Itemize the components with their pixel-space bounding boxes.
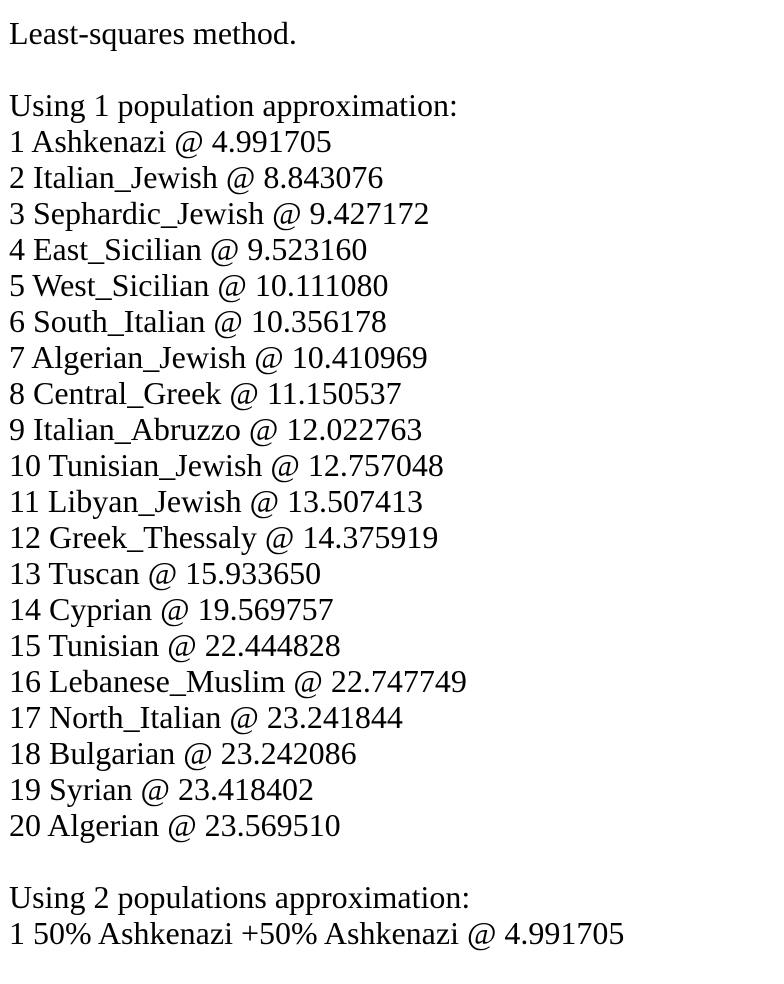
population-mix: 50% Ashkenazi +50% Ashkenazi [33,915,459,951]
page-title: Least-squares method. [9,15,297,51]
oracle-row [9,195,776,231]
oracle-row [9,591,776,627]
spacer [9,843,776,879]
population-name: Greek_Thessaly [49,519,257,555]
at-separator: @ [225,159,256,195]
rank-number: 8 [9,375,25,411]
oracle-row [9,231,776,267]
at-separator: @ [254,339,284,375]
distance-value: 9.523160 [247,231,368,267]
rank-number: 5 [9,267,25,303]
at-separator: @ [272,195,302,231]
rank-number: 19 [9,771,41,807]
rank-number: 6 [9,303,25,339]
at-separator: @ [147,555,178,591]
distance-value: 23.418402 [178,771,315,807]
distance-value: 10.111080 [254,267,389,303]
oracle-row [9,123,776,159]
at-separator: @ [466,915,497,951]
rank-number: 20 [9,807,41,843]
oracle-row [9,699,776,735]
two-population-section [9,879,776,951]
population-name: North_Italian [49,699,222,735]
at-separator: @ [183,735,213,771]
rank-number: 10 [9,447,41,483]
spacer [9,51,776,87]
at-separator: @ [249,483,280,519]
oracle-row [9,303,776,339]
at-separator: @ [167,807,197,843]
at-separator: @ [209,231,240,267]
rank-number: 18 [9,735,41,771]
distance-value: 4.991705 [504,915,625,951]
at-separator: @ [264,519,295,555]
at-separator: @ [229,699,259,735]
distance-value: 23.242086 [220,735,357,771]
rank-number: 7 [9,339,25,375]
rank-number: 11 [9,483,40,519]
rank-number: 9 [9,411,25,447]
distance-value: 22.747749 [330,663,467,699]
rank-number: 14 [9,591,41,627]
at-separator: @ [140,771,171,807]
population-name: Algerian [47,807,160,843]
distance-value: 13.507413 [287,483,424,519]
at-separator: @ [167,627,197,663]
at-separator: @ [248,411,279,447]
population-name: South_Italian [33,303,206,339]
population-name: Central_Greek [33,375,222,411]
population-name: Lebanese_Muslim [49,663,286,699]
oracle-row [9,339,776,375]
oracle-row [9,915,776,951]
rank-number: 1 [9,915,25,951]
section-header-double: Using 2 populations approximation: [9,879,471,915]
population-name: Syrian [49,771,133,807]
oracle-row [9,519,776,555]
oracle-row [9,411,776,447]
oracle-row [9,483,776,519]
distance-value: 12.757048 [307,447,444,483]
distance-value: 19.569757 [197,591,334,627]
at-separator: @ [160,591,190,627]
single-population-list [9,123,776,843]
oracle-row [9,555,776,591]
population-name: Algerian_Jewish [31,339,247,375]
two-population-list [9,915,776,951]
oracle-row [9,735,776,771]
section-header-single: Using 1 population approximation: [9,87,458,123]
population-name: Sephardic_Jewish [33,195,265,231]
oracle-row [9,771,776,807]
population-name: Tunisian [48,627,160,663]
distance-value: 9.427172 [309,195,430,231]
distance-value: 8.843076 [263,159,384,195]
at-separator: @ [213,303,243,339]
rank-number: 1 [9,123,25,159]
rank-number: 2 [9,159,25,195]
distance-value: 12.022763 [286,411,423,447]
distance-value: 4.991705 [211,123,332,159]
rank-number: 15 [9,627,41,663]
population-name: Tunisian_Jewish [48,447,263,483]
oracle-row [9,447,776,483]
rank-number: 4 [9,231,25,267]
population-name: Bulgarian [49,735,176,771]
rank-number: 17 [9,699,41,735]
oracle-row [9,159,776,195]
distance-value: 10.410969 [291,339,428,375]
oracle-row [9,663,776,699]
population-name: Cyprian [49,591,153,627]
distance-value: 22.444828 [204,627,341,663]
population-name: West_Sicilian [32,267,210,303]
oracle-row [9,627,776,663]
population-name: Italian_Jewish [33,159,218,195]
rank-number: 3 [9,195,25,231]
population-name: Italian_Abruzzo [33,411,241,447]
at-separator: @ [174,123,204,159]
at-separator: @ [229,375,259,411]
population-name: Ashkenazi [31,123,167,159]
rank-number: 12 [9,519,41,555]
at-separator: @ [217,267,247,303]
population-name: Libyan_Jewish [47,483,242,519]
distance-value: 23.569510 [204,807,341,843]
at-separator: @ [270,447,300,483]
rank-number: 13 [9,555,41,591]
distance-value: 15.933650 [185,555,322,591]
oracle-row [9,375,776,411]
distance-value: 23.241844 [266,699,403,735]
at-separator: @ [293,663,323,699]
distance-value: 11.150537 [266,375,402,411]
rank-number: 16 [9,663,41,699]
distance-value: 10.356178 [250,303,387,339]
population-name: East_Sicilian [33,231,202,267]
oracle-row [9,807,776,843]
oracle-row [9,267,776,303]
distance-value: 14.375919 [302,519,439,555]
single-population-section [9,87,776,843]
population-name: Tuscan [48,555,140,591]
